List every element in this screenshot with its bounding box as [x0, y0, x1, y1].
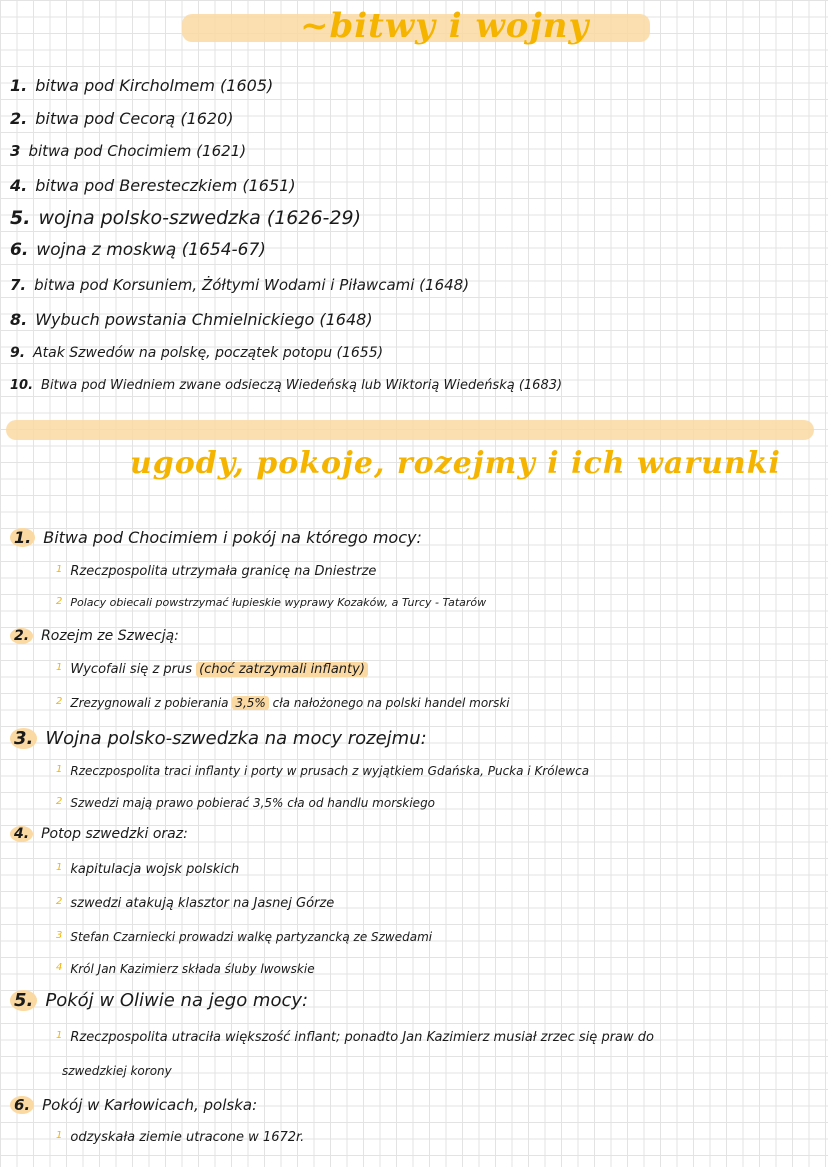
section-title-agreements: ugody, pokoje, rozejmy i ich warunki: [130, 446, 781, 481]
sub-item: szwedzkiej korony: [62, 1064, 172, 1078]
divider-highlight: [6, 420, 814, 440]
list-item: 10. Bitwa pod Wiedniem zwane odsieczą Wiedeńską lub Wiktorią Wiedeńską (1683): [10, 378, 563, 393]
list-item: 4. bitwa pod Beresteczkiem (1651): [10, 176, 296, 195]
block-heading: 5. Pokój w Oliwie na jego mocy:: [10, 990, 308, 1011]
block-heading: 3. Wojna polsko-szwedzka na mocy rozejmu:: [10, 728, 427, 749]
list-item: 1. bitwa pod Kircholmem (1605): [10, 76, 274, 95]
sub-item: $^1$ Wycofali się z prus (choć zatrzymali inflanty): [56, 662, 368, 677]
block-heading: 6. Pokój w Karłowicach, polska:: [10, 1096, 257, 1114]
list-item: 9. Atak Szwedów na polskę, początek potopu (1655): [10, 345, 384, 361]
sub-item: $^1$ Rzeczpospolita utraciła większość inflant; ponadto Jan Kazimierz musiał zrzec się praw do: [56, 1030, 654, 1045]
block-heading: 1. Bitwa pod Chocimiem i pokój na którego mocy:: [10, 528, 422, 547]
sub-item: 2 Polacy obiecali powstrzymać łupieskie wyprawy Kozaków, a Turcy - Tatarów: [56, 596, 487, 609]
sub-item: $^4$ Król Jan Kazimierz składa śluby lwowskie: [56, 962, 315, 976]
sub-item: $^2$ Szwedzi mają prawo pobierać 3,5% cła od handlu morskiego: [56, 796, 436, 810]
block-heading: 2. Rozejm ze Szwecją:: [10, 628, 179, 644]
block-heading: 4. Potop szwedzki oraz:: [10, 826, 188, 842]
sub-item: $^1$ kapitulacja wojsk polskich: [56, 862, 240, 877]
sub-item: $^2$ Zrezygnowali z pobierania 3,5% cła nałożonego na polski handel morski: [56, 696, 510, 710]
list-item: 3 bitwa pod Chocimiem (1621): [10, 142, 247, 160]
list-item: 2. bitwa pod Cecorą (1620): [10, 109, 234, 128]
section-title-battles: ~bitwy i wojny: [300, 6, 590, 46]
list-item: 5. wojna polsko-szwedzka (1626-29): [10, 207, 361, 229]
sub-item: $^1$ Rzeczpospolita traci inflanty i porty w prusach z wyjątkiem Gdańska, Pucka i Królewca: [56, 764, 590, 778]
list-item: 8. Wybuch powstania Chmielnickiego (1648): [10, 310, 373, 329]
sub-item: $^3$ Stefan Czarniecki prowadzi walkę partyzancką ze Szwedami: [56, 930, 433, 944]
sub-item: $^2$ szwedzi atakują klasztor na Jasnej Górze: [56, 896, 335, 911]
sub-item: $^1$ Rzeczpospolita utrzymała granicę na Dniestrze: [56, 564, 377, 579]
sub-item: $^1$ odzyskała ziemie utracone w 1672r.: [56, 1130, 305, 1145]
list-item: 7. bitwa pod Korsuniem, Żółtymi Wodami i Piławcami (1648): [10, 276, 470, 294]
list-item: 6. wojna z moskwą (1654-67): [10, 240, 266, 260]
